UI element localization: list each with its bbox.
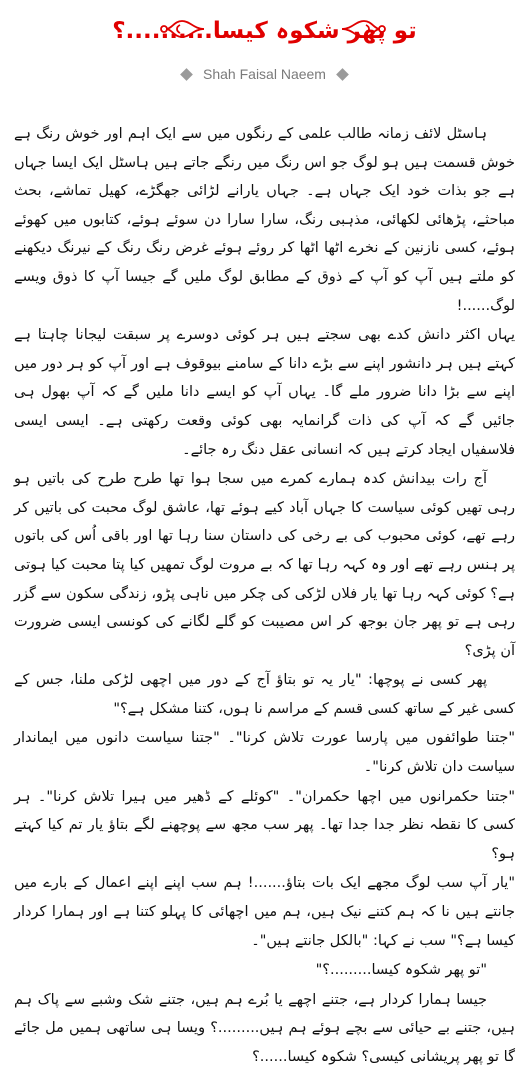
paragraph: ہاسٹل لائف زمانہ طالب علمی کے رنگوں میں سے ایک اہم اور خوش رنگ ہے خوش قسمت ہیں ہو لوگ جو اس رنگ میں رنگے جاتے ہیں ہاسٹل ایک ایسا جہاں ہے جو بذات خود ایک جہاں ہے۔ جہاں یارانے لڑائی جھگڑے، کھیل تماشے، بحث مباحثے، پڑھائی لکھائی، مذہبی رنگ، سارا سارا دن سوئے ہوئے، کتابوں میں کھوئے ہوئے، کسی نازنین کے نخرے اٹھا اٹھا کر روئے ہوئے غرض رنگ رنگ کے نیرنگ دیکھنے کو ملتے ہیں آپ کو آپ کے ذوق کے مطابق لوگ ملیں گے جیسا آپ کا ذوق ویسے لوگ......! — [14, 126, 515, 314]
author-name: Shah Faisal Naeem — [203, 66, 326, 82]
title-header — [0, 14, 529, 50]
paragraph: جیسا ہمارا کردار ہے، جتنے اچھے یا بُرے ہم ہیں، جتنے شک وشبے سے پاک ہم ہیں، جتنے بے حیائی سے بچے ہوئے ہم ہیں.........؟ ویسا ہی ساتھی ہمیں مل جائے گا تو پھر پریشانی کیسی؟ شکوہ کیسا......؟ — [14, 991, 515, 1065]
author-byline — [0, 66, 529, 82]
article-body — [14, 120, 515, 1065]
paragraph: آج رات بیدانش کدہ ہمارے کمرے میں سجا ہوا تھا طرح طرح کی باتیں ہو رہی تھیں کوئی سیاست کا جہاں آباد کیے ہوئے تھا، عاشق لوگ محبت کی باتیں کر رہے تھے، کوئی محبوب کی بے رخی کی داستان سنا رہا تھا اور باقی اُس کی باتوں پر ہنس رہے تھے اور وہ کہہ رہا تھا کہ بے مروت لوگ تمھیں کیا پتا محبت کیا ہوتی ہے؟ کوئی کہہ رہا تھا یار فلاں لڑکی کی چکر میں ناہی پڑو، زندگی سکون سے گزر رہی ہے تو پھر جان بوجھ کر اس مصیبت کو گلے لگانے کی کونسی ایسی ضرورت آن پڑی؟ — [14, 471, 515, 659]
diamond-bullet-icon — [336, 68, 349, 81]
paragraph: "جتنا طوائفوں میں پارسا عورت تلاش کرنا"۔ "جتنا سیاست دانوں میں ایماندار سیاست دان تلاش کرنا"۔ — [14, 730, 515, 776]
paragraph: یہاں اکثر دانش کدے بھی سجتے ہیں ہر کوئی دوسرے پر سبقت لیجانا چاہتا ہے کہتے ہیں ہر دانشور اپنے سے بڑے دانا کے سامنے بیوقوف ہے اور آپ کو ہر دور میں اپنے سے بڑا دانا ضرور ملے گا۔ یہاں آپ کو ایسے دانا ملیں گے کہ آپ بھول ہی جائیں گے کہ آپ کی ذات گرانمایہ بھی کوئی وقعت رکھتی ہے۔ ایسی ایسی فلاسفیاں ایجاد کرتے ہیں کہ انسانی عقل دنگ رہ جائے۔ — [14, 327, 515, 458]
paragraph: "یار آپ سب لوگ مجھے ایک بات بتاؤ.......! ہم سب اپنے اپنے اعمال کے بارے میں جانتے ہیں نا کہ ہم کتنے نیک ہیں، ہم میں اچھائی کا پہلو کتنا ہے اور ہمارا کردار کیسا ہے؟" سب نے کہا: "بالکل جانتے ہیں"۔ — [14, 875, 515, 949]
paragraph: "تو پھر شکوہ کیسا.........؟" — [315, 962, 487, 979]
ornament-flourish-icon — [340, 16, 388, 42]
paragraph: پھر کسی نے پوچھا: "یار یہ تو بتاؤ آج کے دور میں اچھی لڑکی ملنا، جس کے کسی غیر کے ساتھ کسی قسم کے مراسم نا ہوں، کتنا مشکل ہے؟" — [14, 672, 515, 717]
page-title: تو پھر شکوہ کیسا..........؟ — [112, 18, 417, 44]
paragraph: "جتنا حکمرانوں میں اچھا حکمران"۔ "کوئلے کے ڈھیر میں ہیرا تلاش کرنا"۔ ہر کسی کا نقطہ نظر جدا جدا تھا۔ پھر سب مجھ سے پوچھنے لگے بتاؤ یار تم کیا کہتے ہو؟ — [14, 788, 515, 862]
diamond-bullet-icon — [180, 68, 193, 81]
